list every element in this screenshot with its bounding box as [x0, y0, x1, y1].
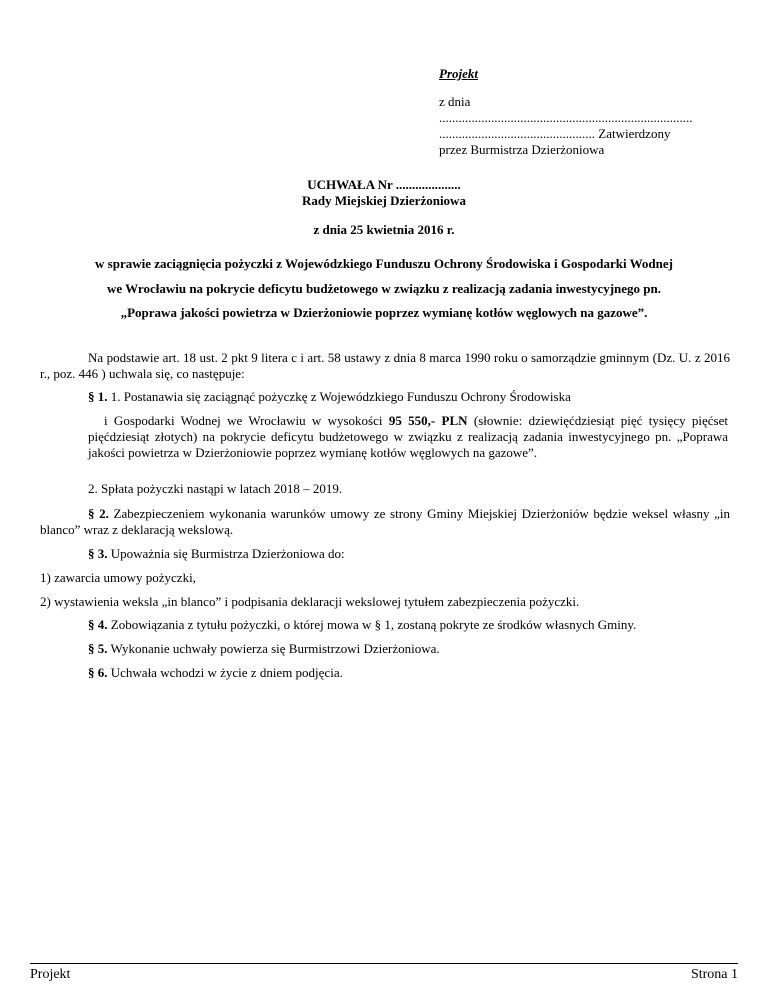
section-1	[88, 389, 728, 405]
page-number: Strona 1	[690, 967, 738, 982]
page-footer	[30, 967, 738, 983]
section-4-mark: § 4.	[88, 617, 108, 632]
draft-date-prefix: z dnia	[439, 94, 471, 109]
section-1-point-2: 2. Spłata pożyczki nastąpi w latach 2018 – 2019.	[88, 481, 343, 496]
section-5-mark: § 5.	[88, 641, 108, 656]
resolution-number: UCHWAŁA Nr ....................	[307, 177, 461, 192]
loan-amount: 95 550,- PLN	[388, 413, 468, 428]
subject-line-3: „Poprawa jakości powietrza w Dzierżoniowie poprzez wymianę kotłów węglowych na gazowe”.	[120, 305, 648, 320]
council-name: Rady Miejskiej Dzierżoniowa	[302, 193, 466, 208]
section-1-cont-b: (słownie: dziewięćdziesiąt pięć tysięcy pięćset pięćdziesiąt złotych) na pokrycie deficytu budżetowego w związku z realizacją zadania inwestycyjnego pn. „Poprawa jakości powietrza w Dzierżoniowie poprzez wymianę kotłów węglowych na gazowe”.	[88, 413, 728, 460]
section-2-mark: § 2.	[88, 506, 109, 521]
section-1-cont-a: i Gospodarki Wodnej we Wrocławiu w wysokości	[104, 413, 383, 428]
footer-divider	[30, 963, 738, 964]
draft-dots-line: ..............................................................................	[439, 110, 693, 125]
section-4-text: Zobowiązania z tytułu pożyczki, o której mowa w § 1, zostaną pokryte ze środków własnych Gminy.	[110, 617, 637, 632]
section-4	[88, 617, 636, 633]
draft-dots-line-2: ................................................	[439, 126, 595, 141]
draft-approved-by: przez Burmistrza Dzierżoniowa	[439, 142, 605, 157]
legal-basis: Na podstawie art. 18 ust. 2 pkt 9 litera c i art. 58 ustawy z dnia 8 marca 1990 roku o samorządzie gminnym (Dz. U. z 2016 r., poz. 446 ) uchwala się, co następuje:	[40, 350, 730, 381]
section-3-item-2: 2) wystawienia weksla „in blanco” i podpisania deklaracji wekslowej tytułem zabezpieczenia pożyczki.	[40, 594, 580, 609]
section-3-text: Upoważnia się Burmistrza Dzierżoniowa do:	[110, 546, 345, 561]
draft-header	[439, 66, 719, 158]
draft-approval-line	[439, 126, 719, 142]
draft-date-block	[439, 94, 719, 158]
draft-label: Projekt	[439, 66, 478, 81]
section-5-text: Wykonanie uchwały powierza się Burmistrzowi Dzierżoniowa.	[110, 641, 440, 656]
subject-line-1: w sprawie zaciągnięcia pożyczki z Wojewódzkiego Funduszu Ochrony Środowiska i Gospodarki Wodnej	[95, 256, 673, 271]
section-1-text: 1. Postanawia się zaciągnąć pożyczkę z Wojewódzkiego Funduszu Ochrony Środowiska	[110, 389, 571, 404]
section-3-item-1: 1) zawarcia umowy pożyczki,	[40, 570, 196, 585]
section-1-continuation	[88, 413, 728, 461]
resolution-date: z dnia 25 kwietnia 2016 r.	[313, 222, 455, 237]
footer-left-label: Projekt	[30, 967, 71, 982]
section-1-mark: § 1.	[88, 389, 108, 404]
section-5	[88, 641, 440, 657]
subject-line-2: we Wrocławiu na pokrycie deficytu budżetowego w związku z realizacją zadania inwestycyjnego pn.	[106, 281, 662, 296]
section-3	[88, 546, 345, 562]
draft-approved-label: Zatwierdzony	[598, 126, 671, 141]
section-3-mark: § 3.	[88, 546, 108, 561]
section-6-mark: § 6.	[88, 665, 108, 680]
section-6-text: Uchwała wchodzi w życie z dniem podjęcia.	[110, 665, 343, 680]
section-2-text: Zabezpieczeniem wykonania warunków umowy ze strony Gminy Miejskiej Dzierżoniów będzie weksel własny „in blanco” wraz z deklaracją wekslową.	[40, 506, 731, 537]
section-6	[88, 665, 343, 681]
section-2	[40, 506, 730, 538]
